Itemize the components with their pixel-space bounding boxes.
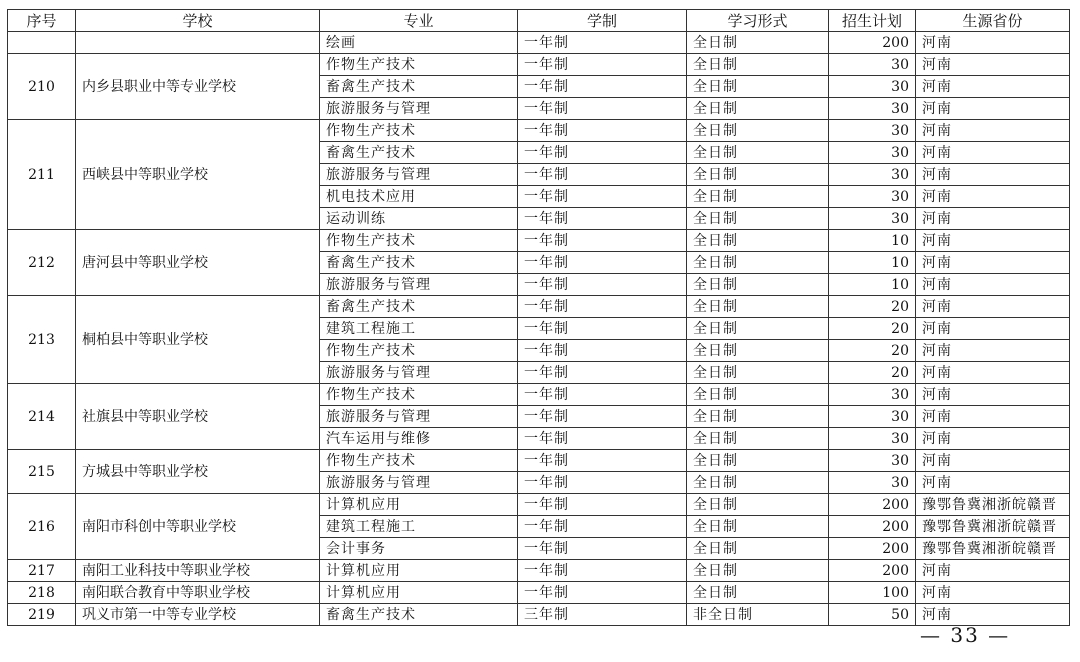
plan-cell: 10 (829, 230, 916, 252)
province-cell: 河南 (916, 582, 1070, 604)
header-row (8, 10, 1070, 32)
duration-cell: 一年制 (518, 340, 687, 362)
study-form-cell: 全日制 (687, 340, 829, 362)
table-row (8, 54, 1070, 76)
study-form-cell: 全日制 (687, 494, 829, 516)
plan-cell: 200 (829, 494, 916, 516)
major-cell: 计算机应用 (320, 494, 518, 516)
duration-cell: 一年制 (518, 560, 687, 582)
study-form-cell: 全日制 (687, 208, 829, 230)
study-form-cell: 全日制 (687, 582, 829, 604)
table-row (8, 604, 1070, 626)
major-cell: 计算机应用 (320, 560, 518, 582)
duration-cell: 一年制 (518, 472, 687, 494)
duration-cell: 一年制 (518, 362, 687, 384)
study-form-cell: 全日制 (687, 252, 829, 274)
duration-cell: 一年制 (518, 296, 687, 318)
school-cell: 南阳联合教育中等职业学校 (76, 582, 320, 604)
plan-cell: 30 (829, 472, 916, 494)
school-cell: 南阳市科创中等职业学校 (76, 494, 320, 560)
header-duration: 学制 (518, 10, 687, 32)
plan-cell: 200 (829, 538, 916, 560)
study-form-cell: 全日制 (687, 76, 829, 98)
school-cell: 桐柏县中等职业学校 (76, 296, 320, 384)
plan-cell: 20 (829, 318, 916, 340)
study-form-cell: 全日制 (687, 54, 829, 76)
plan-cell: 50 (829, 604, 916, 626)
table-row (8, 230, 1070, 252)
major-cell: 作物生产技术 (320, 120, 518, 142)
major-cell: 旅游服务与管理 (320, 472, 518, 494)
school-cell: 方城县中等职业学校 (76, 450, 320, 494)
plan-cell: 30 (829, 120, 916, 142)
duration-cell: 一年制 (518, 384, 687, 406)
duration-cell: 一年制 (518, 164, 687, 186)
table-row (8, 582, 1070, 604)
major-cell: 畜禽生产技术 (320, 142, 518, 164)
table-row (8, 384, 1070, 406)
table-row (8, 296, 1070, 318)
study-form-cell: 全日制 (687, 32, 829, 54)
duration-cell: 一年制 (518, 450, 687, 472)
major-cell: 计算机应用 (320, 582, 518, 604)
plan-cell: 30 (829, 450, 916, 472)
plan-cell: 30 (829, 98, 916, 120)
study-form-cell: 全日制 (687, 516, 829, 538)
province-cell: 河南 (916, 120, 1070, 142)
page-number: — 33 — (920, 623, 1011, 647)
major-cell: 畜禽生产技术 (320, 296, 518, 318)
major-cell: 畜禽生产技术 (320, 604, 518, 626)
study-form-cell: 全日制 (687, 98, 829, 120)
province-cell: 河南 (916, 164, 1070, 186)
table-row (8, 450, 1070, 472)
province-cell: 河南 (916, 230, 1070, 252)
province-cell: 河南 (916, 340, 1070, 362)
seq-cell: 211 (8, 120, 76, 230)
plan-cell: 30 (829, 186, 916, 208)
plan-cell: 200 (829, 516, 916, 538)
seq-cell: 210 (8, 54, 76, 120)
duration-cell: 一年制 (518, 274, 687, 296)
duration-cell: 一年制 (518, 318, 687, 340)
study-form-cell: 全日制 (687, 120, 829, 142)
study-form-cell: 全日制 (687, 450, 829, 472)
province-cell: 河南 (916, 76, 1070, 98)
school-cell: 巩义市第一中等专业学校 (76, 604, 320, 626)
major-cell: 作物生产技术 (320, 54, 518, 76)
duration-cell: 一年制 (518, 406, 687, 428)
province-cell: 河南 (916, 472, 1070, 494)
duration-cell: 一年制 (518, 32, 687, 54)
table-row (8, 120, 1070, 142)
plan-cell: 30 (829, 164, 916, 186)
duration-cell: 一年制 (518, 186, 687, 208)
major-cell: 作物生产技术 (320, 340, 518, 362)
study-form-cell: 全日制 (687, 296, 829, 318)
table-row (8, 560, 1070, 582)
plan-cell: 100 (829, 582, 916, 604)
study-form-cell: 全日制 (687, 406, 829, 428)
major-cell: 作物生产技术 (320, 384, 518, 406)
header-seq: 序号 (8, 10, 76, 32)
province-cell: 豫鄂鲁冀湘浙皖赣晋 (916, 538, 1070, 560)
province-cell: 河南 (916, 296, 1070, 318)
duration-cell: 一年制 (518, 142, 687, 164)
duration-cell: 一年制 (518, 230, 687, 252)
seq-cell: 216 (8, 494, 76, 560)
province-cell: 河南 (916, 32, 1070, 54)
header-school: 学校 (76, 10, 320, 32)
major-cell: 建筑工程施工 (320, 516, 518, 538)
province-cell: 河南 (916, 208, 1070, 230)
study-form-cell: 全日制 (687, 186, 829, 208)
seq-cell: 219 (8, 604, 76, 626)
seq-cell: 215 (8, 450, 76, 494)
seq-cell: 213 (8, 296, 76, 384)
duration-cell: 一年制 (518, 208, 687, 230)
study-form-cell: 全日制 (687, 538, 829, 560)
major-cell: 会计事务 (320, 538, 518, 560)
major-cell: 旅游服务与管理 (320, 98, 518, 120)
duration-cell: 一年制 (518, 76, 687, 98)
major-cell: 畜禽生产技术 (320, 76, 518, 98)
school-cell: 南阳工业科技中等职业学校 (76, 560, 320, 582)
seq-cell: 218 (8, 582, 76, 604)
seq-cell: 212 (8, 230, 76, 296)
seq-cell: 217 (8, 560, 76, 582)
duration-cell: 一年制 (518, 538, 687, 560)
study-form-cell: 全日制 (687, 318, 829, 340)
province-cell: 河南 (916, 142, 1070, 164)
major-cell: 旅游服务与管理 (320, 362, 518, 384)
header-enrollment-plan: 招生计划 (829, 10, 916, 32)
seq-cell: 214 (8, 384, 76, 450)
province-cell: 河南 (916, 604, 1070, 626)
province-cell: 河南 (916, 450, 1070, 472)
duration-cell: 三年制 (518, 604, 687, 626)
province-cell: 河南 (916, 54, 1070, 76)
province-cell: 河南 (916, 560, 1070, 582)
plan-cell: 30 (829, 142, 916, 164)
major-cell: 畜禽生产技术 (320, 252, 518, 274)
plan-cell: 30 (829, 208, 916, 230)
plan-cell: 30 (829, 428, 916, 450)
study-form-cell: 全日制 (687, 142, 829, 164)
duration-cell: 一年制 (518, 120, 687, 142)
province-cell: 河南 (916, 252, 1070, 274)
major-cell: 绘画 (320, 32, 518, 54)
duration-cell: 一年制 (518, 516, 687, 538)
study-form-cell: 全日制 (687, 274, 829, 296)
duration-cell: 一年制 (518, 428, 687, 450)
province-cell: 河南 (916, 318, 1070, 340)
plan-cell: 30 (829, 76, 916, 98)
study-form-cell: 全日制 (687, 164, 829, 186)
header-major: 专业 (320, 10, 518, 32)
duration-cell: 一年制 (518, 582, 687, 604)
school-cell (76, 32, 320, 54)
plan-cell: 200 (829, 32, 916, 54)
plan-cell: 30 (829, 54, 916, 76)
plan-cell: 30 (829, 406, 916, 428)
school-cell: 内乡县职业中等专业学校 (76, 54, 320, 120)
province-cell: 河南 (916, 98, 1070, 120)
major-cell: 旅游服务与管理 (320, 274, 518, 296)
table-row (8, 32, 1070, 54)
plan-cell: 20 (829, 296, 916, 318)
province-cell: 河南 (916, 186, 1070, 208)
plan-cell: 20 (829, 362, 916, 384)
table-body (8, 32, 1070, 626)
plan-cell: 30 (829, 384, 916, 406)
header-study-form: 学习形式 (687, 10, 829, 32)
province-cell: 河南 (916, 406, 1070, 428)
enrollment-table (7, 9, 1070, 626)
province-cell: 豫鄂鲁冀湘浙皖赣晋 (916, 516, 1070, 538)
major-cell: 作物生产技术 (320, 450, 518, 472)
province-cell: 豫鄂鲁冀湘浙皖赣晋 (916, 494, 1070, 516)
study-form-cell: 全日制 (687, 428, 829, 450)
header-source-province: 生源省份 (916, 10, 1070, 32)
major-cell: 运动训练 (320, 208, 518, 230)
school-cell: 唐河县中等职业学校 (76, 230, 320, 296)
study-form-cell: 全日制 (687, 362, 829, 384)
study-form-cell: 全日制 (687, 472, 829, 494)
major-cell: 机电技术应用 (320, 186, 518, 208)
major-cell: 建筑工程施工 (320, 318, 518, 340)
school-cell: 社旗县中等职业学校 (76, 384, 320, 450)
plan-cell: 10 (829, 274, 916, 296)
province-cell: 河南 (916, 274, 1070, 296)
province-cell: 河南 (916, 384, 1070, 406)
duration-cell: 一年制 (518, 252, 687, 274)
duration-cell: 一年制 (518, 54, 687, 76)
major-cell: 汽车运用与维修 (320, 428, 518, 450)
school-cell: 西峡县中等职业学校 (76, 120, 320, 230)
major-cell: 旅游服务与管理 (320, 164, 518, 186)
province-cell: 河南 (916, 362, 1070, 384)
major-cell: 作物生产技术 (320, 230, 518, 252)
study-form-cell: 全日制 (687, 384, 829, 406)
duration-cell: 一年制 (518, 494, 687, 516)
study-form-cell: 全日制 (687, 230, 829, 252)
study-form-cell: 全日制 (687, 560, 829, 582)
table-row (8, 494, 1070, 516)
study-form-cell: 非全日制 (687, 604, 829, 626)
plan-cell: 10 (829, 252, 916, 274)
major-cell: 旅游服务与管理 (320, 406, 518, 428)
seq-cell (8, 32, 76, 54)
plan-cell: 20 (829, 340, 916, 362)
province-cell: 河南 (916, 428, 1070, 450)
plan-cell: 200 (829, 560, 916, 582)
duration-cell: 一年制 (518, 98, 687, 120)
